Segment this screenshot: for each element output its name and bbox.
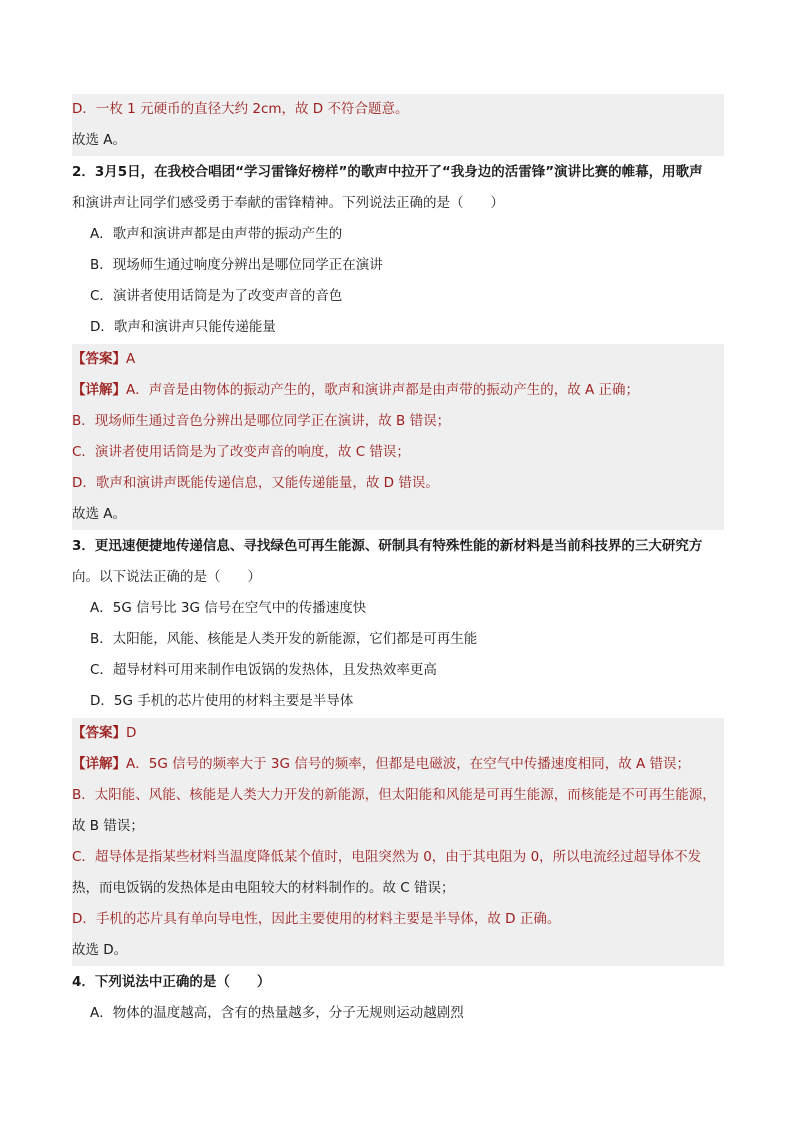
q3-detail-a-text: A．5G 信号的频率大于 3G 信号的频率，但都是电磁波，在空气中传播速度相同，故 A 错误； <box>126 756 691 772</box>
q3-option-a: A．5G 信号比 3G 信号在空气中的传播速度快 <box>90 600 367 616</box>
q2-stem-line1: 2．3月5日，在我校合唱团“学习雷锋好榜样”的歌声中拉开了“我身边的活雷锋”演讲比赛的帷幕，用歌声 <box>72 164 703 180</box>
q2-detail-d: D．歌声和演讲声既能传递信息，又能传递能量，故 D 错误。 <box>72 468 724 499</box>
q2-answer <box>72 344 724 375</box>
q2-stem-line2: 和演讲声让同学们感受勇于奉献的雷锋精神。下列说法正确的是（ ） <box>72 195 504 211</box>
q2-option-d: D．歌声和演讲声只能传递能量 <box>90 319 276 335</box>
q3-detail-a <box>72 749 724 780</box>
q3-option-d: D．5G 手机的芯片使用的材料主要是半导体 <box>90 693 354 709</box>
q4-option-a: A．物体的温度越高，含有的热量越多，分子无规则运动越剧烈 <box>90 1005 464 1021</box>
q2-conclusion: 故选 A。 <box>72 499 724 530</box>
q2-detail-a-text: A．声音是由物体的振动产生的，歌声和演讲声都是由声带的振动产生的，故 A 正确； <box>126 382 640 398</box>
q3-stem-line1: 3．更迅速便捷地传递信息、寻找绿色可再生能源、研制具有特殊性能的新材料是当前科技界的三大研究方 <box>72 538 703 554</box>
q3-detail-c-line1: C．超导体是指某些材料当温度降低某个值时，电阻突然为 0，由于其电阻为 0，所以电流经过超导体不发 <box>72 842 724 873</box>
q2-option-b: B．现场师生通过响度分辨出是哪位同学正在演讲 <box>90 257 383 273</box>
q3-answer <box>72 718 724 749</box>
q3-detail-b-line1: B．太阳能、风能、核能是人类大力开发的新能源，但太阳能和风能是可再生能源，而核能是不可再生能源， <box>72 780 724 811</box>
q2-detail-tag: 【详解】 <box>72 382 126 398</box>
q3-conclusion: 故选 D。 <box>72 935 724 966</box>
q3-option-c: C．超导材料可用来制作电饭锅的发热体，且发热效率更高 <box>90 662 437 678</box>
q3-detail-d: D．手机的芯片具有单向导电性，因此主要使用的材料主要是半导体，故 D 正确。 <box>72 904 724 935</box>
q3-answer-value: D <box>126 725 137 741</box>
prev-answer-d-line: D．一枚 1 元硬币的直径大约 2cm，故 D 不符合题意。 <box>72 94 724 125</box>
q3-answer-tag: 【答案】 <box>72 725 126 741</box>
q3-detail-tag: 【详解】 <box>72 756 126 772</box>
q3-option-b: B．太阳能，风能、核能是人类开发的新能源，它们都是可再生能 <box>90 631 478 647</box>
prev-conclusion: 故选 A。 <box>72 125 724 156</box>
q2-detail-c: C．演讲者使用话筒是为了改变声音的响度，故 C 错误； <box>72 437 724 468</box>
q3-detail-b-line2: 故 B 错误； <box>72 811 724 842</box>
q3-stem-line2: 向。以下说法正确的是（ ） <box>72 569 261 585</box>
q4-stem: 4．下列说法中正确的是（ ） <box>72 974 271 990</box>
q2-detail-b: B．现场师生通过音色分辨出是哪位同学正在演讲，故 B 错误； <box>72 406 724 437</box>
q2-answer-tag: 【答案】 <box>72 351 126 367</box>
q2-option-c: C．演讲者使用话筒是为了改变声音的音色 <box>90 288 343 304</box>
q2-answer-value: A <box>126 351 136 367</box>
q3-detail-c-line2: 热，而电饭锅的发热体是由电阻较大的材料制作的。故 C 错误； <box>72 873 724 904</box>
q2-option-a: A．歌声和演讲声都是由声带的振动产生的 <box>90 226 343 242</box>
q2-detail-a <box>72 375 724 406</box>
